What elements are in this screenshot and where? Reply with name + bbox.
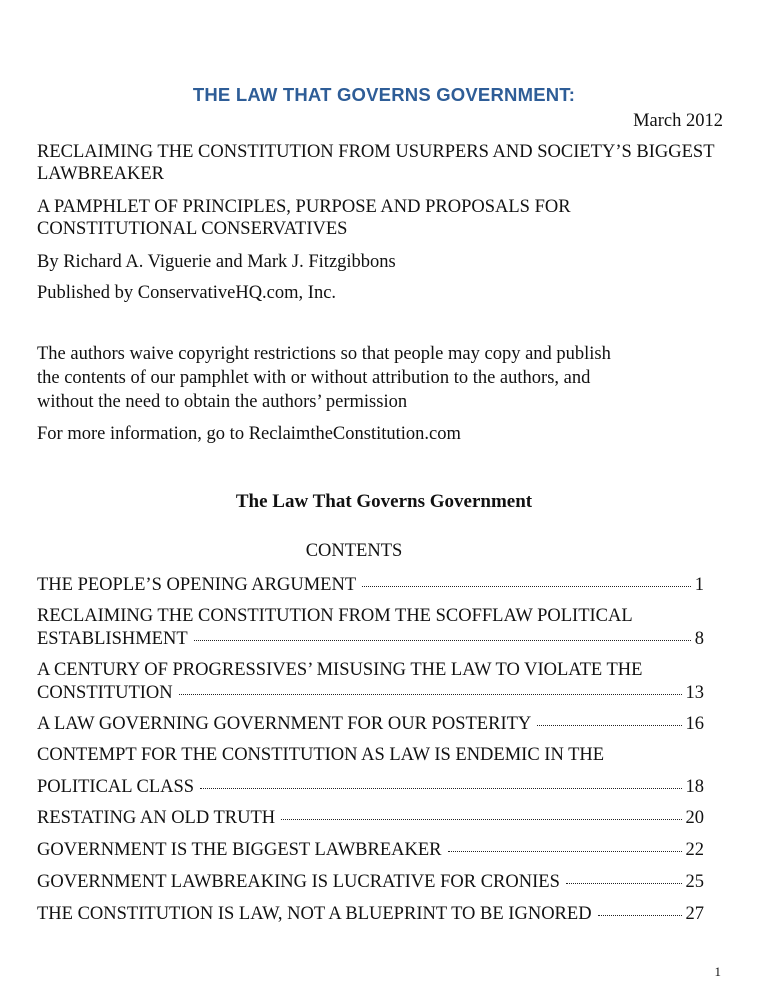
toc-entry-title: THE PEOPLE’S OPENING ARGUMENT xyxy=(37,575,357,595)
toc-entry-page: 8 xyxy=(694,629,704,649)
toc-entry-title: GOVERNMENT LAWBREAKING IS LUCRATIVE FOR CRONIES xyxy=(37,872,560,892)
toc-dot-leader xyxy=(200,788,681,789)
toc-entry xyxy=(37,744,604,766)
toc-entry-page: 27 xyxy=(685,904,704,924)
toc-entry-title: CONTEMPT FOR THE CONSTITUTION AS LAW IS ENDEMIC IN THE xyxy=(37,745,605,765)
toc-entry-title: ESTABLISHMENT xyxy=(37,629,188,649)
toc-dot-leader xyxy=(362,586,691,587)
toc-title: The Law That Governs Government xyxy=(235,491,533,512)
toc-entry-page: 22 xyxy=(685,840,704,860)
toc-entry xyxy=(37,682,704,704)
toc-dot-leader xyxy=(179,694,682,695)
toc-entry-page: 16 xyxy=(685,714,704,734)
toc-dot-leader xyxy=(194,640,691,641)
document-title: THE LAW THAT GOVERNS GOVERNMENT: xyxy=(192,84,576,105)
toc-dot-leader xyxy=(566,883,682,884)
publisher-line: Published by ConservativeHQ.com, Inc. xyxy=(37,283,337,303)
toc-entry xyxy=(37,871,704,893)
toc-entry xyxy=(37,903,704,925)
toc-entry xyxy=(37,713,704,735)
toc-dot-leader xyxy=(448,851,682,852)
more-info-line: For more information, go to ReclaimtheConstitution.com xyxy=(37,424,461,444)
toc-entry xyxy=(37,776,704,798)
toc-entry-title: GOVERNMENT IS THE BIGGEST LAWBREAKER xyxy=(37,840,442,860)
toc-entry xyxy=(37,659,642,681)
contents-heading: CONTENTS xyxy=(305,541,403,561)
toc-entry-title: CONSTITUTION xyxy=(37,683,173,703)
toc-entry xyxy=(37,807,704,829)
copyright-line-1: The authors waive copyright restrictions so that people may copy and publish xyxy=(37,344,611,364)
pamphlet-line-1: A PAMPHLET OF PRINCIPLES, PURPOSE AND PROPOSALS FOR xyxy=(37,197,571,217)
toc-entry-page: 13 xyxy=(685,683,704,703)
toc-entry xyxy=(37,628,704,650)
toc-entry-title: A CENTURY OF PROGRESSIVES’ MISUSING THE LAW TO VIOLATE THE xyxy=(37,660,643,680)
toc-entry-page: 1 xyxy=(694,575,704,595)
page-number: 1 xyxy=(714,964,721,979)
toc-entry xyxy=(37,605,633,627)
toc-entry-page: 18 xyxy=(685,777,704,797)
copyright-line-2: the contents of our pamphlet with or without attribution to the authors, and xyxy=(37,368,591,388)
toc-entry-title: RESTATING AN OLD TRUTH xyxy=(37,808,276,828)
toc-entry-title: A LAW GOVERNING GOVERNMENT FOR OUR POSTERITY xyxy=(37,714,532,734)
toc-dot-leader xyxy=(537,725,681,726)
toc-dot-leader xyxy=(598,915,682,916)
document-date: March 2012 xyxy=(633,111,723,131)
subtitle-line-1: RECLAIMING THE CONSTITUTION FROM USURPERS AND SOCIETY’S BIGGEST xyxy=(37,142,715,162)
copyright-line-3: without the need to obtain the authors’ permission xyxy=(37,392,408,412)
toc-entry xyxy=(37,839,704,861)
toc-entry-title: THE CONSTITUTION IS LAW, NOT A BLUEPRINT TO BE IGNORED xyxy=(37,904,592,924)
toc-entry-title: POLITICAL CLASS xyxy=(37,777,195,797)
toc-entry-title: RECLAIMING THE CONSTITUTION FROM THE SCOFFLAW POLITICAL xyxy=(37,606,633,626)
pamphlet-line-2: CONSTITUTIONAL CONSERVATIVES xyxy=(37,219,348,239)
authors-line: By Richard A. Viguerie and Mark J. Fitzgibbons xyxy=(37,252,396,272)
toc-dot-leader xyxy=(281,819,681,820)
toc-entry-page: 25 xyxy=(685,872,704,892)
toc-entry-page: 20 xyxy=(685,808,704,828)
toc-entry xyxy=(37,574,704,596)
subtitle-line-2: LAWBREAKER xyxy=(37,164,164,184)
